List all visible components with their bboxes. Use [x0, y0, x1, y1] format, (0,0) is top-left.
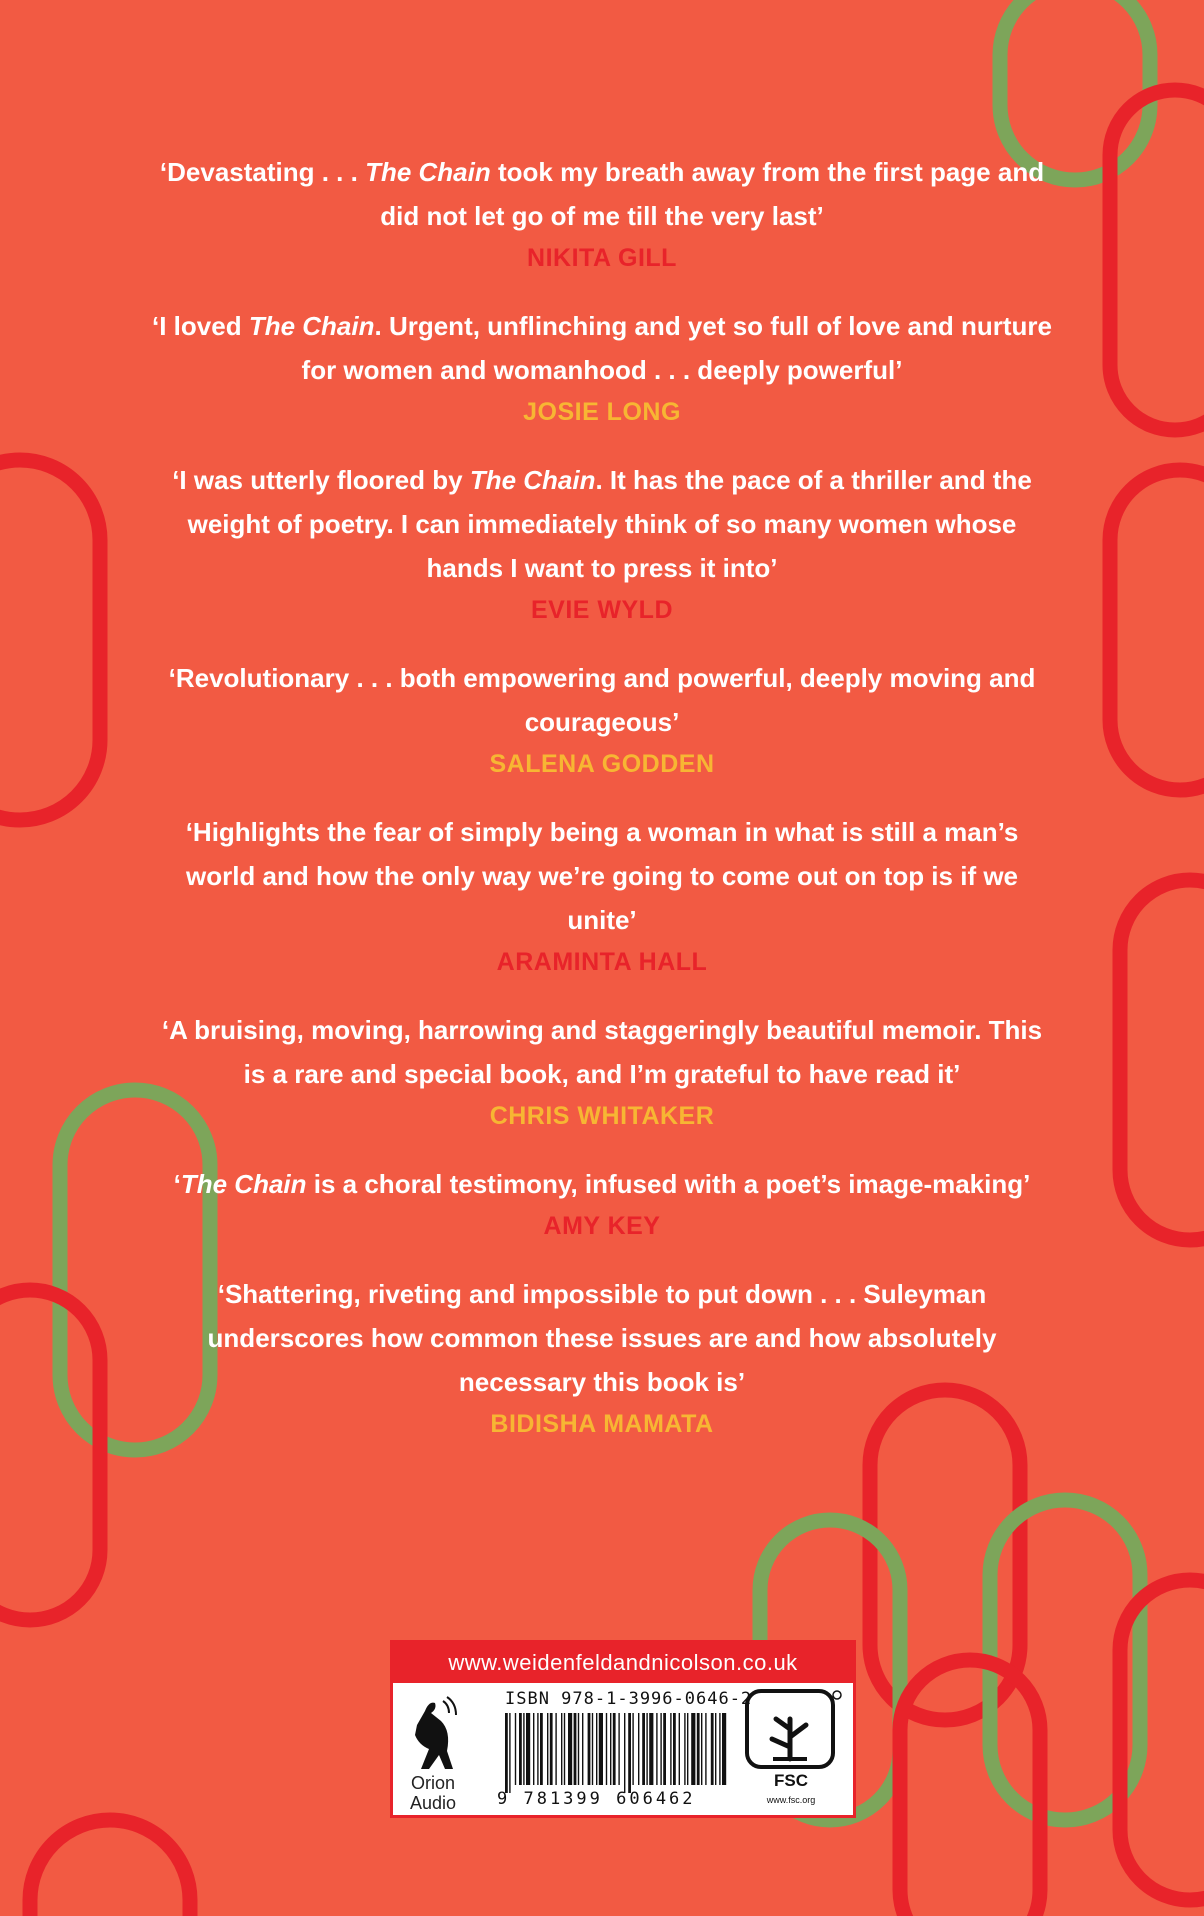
barcode-bar	[656, 1713, 657, 1785]
barcode-bar	[624, 1713, 625, 1793]
barcode-bar	[578, 1713, 579, 1785]
barcode-bar	[523, 1713, 524, 1785]
quote-text	[150, 150, 1054, 238]
quote-attribution: EVIE WYLD	[530, 596, 673, 624]
quote-text	[150, 656, 1054, 744]
quote-attribution: ARAMINTA HALL	[496, 948, 708, 976]
quote-text-part: is a choral testimony, infused with a poet’s image-making’	[306, 1169, 1031, 1199]
quote-text	[150, 1008, 1054, 1096]
review-quote	[150, 656, 1054, 784]
barcode-bar	[711, 1713, 714, 1785]
barcode-bar	[533, 1713, 534, 1785]
review-quote	[150, 1272, 1054, 1444]
barcode-bar	[526, 1713, 530, 1785]
quote-attribution: CHRIS WHITAKER	[489, 1102, 715, 1130]
quote-text-part: ‘I was utterly floored by	[172, 465, 470, 495]
quote-attribution: JOSIE LONG	[523, 398, 681, 426]
review-quote	[150, 810, 1054, 982]
publisher-url[interactable]: www.weidenfeldandnicolson.co.uk	[393, 1643, 853, 1683]
barcode-bar	[719, 1713, 720, 1785]
review-quote	[150, 1162, 1054, 1246]
quote-text-part: . It has the pace of a thriller and the weight of poetry. I can immediately think of so many women whose hands I want to press it into’	[187, 465, 1032, 583]
barcode-bar	[561, 1713, 562, 1785]
barcode-bar	[670, 1713, 671, 1785]
isbn-text: ISBN 978-1-3996-0646-2	[505, 1689, 753, 1709]
quote-book-title: The Chain	[180, 1169, 307, 1199]
quote-text	[150, 1162, 1054, 1206]
barcode-bar	[505, 1713, 508, 1793]
quote-text	[150, 304, 1054, 392]
barcode-bar	[638, 1713, 639, 1785]
quote-attribution: BIDISHA MAMATA	[490, 1410, 714, 1438]
barcode-bar	[509, 1713, 510, 1793]
quote-text	[150, 1272, 1054, 1404]
barcode-bar	[555, 1713, 556, 1785]
quote-text-part: ‘Highlights the fear of simply being a woman in what is still a man’s world and how the only way we’re going to come out on top is if we unite’	[185, 817, 1019, 935]
barcode-bar	[632, 1713, 633, 1785]
review-quote	[150, 458, 1054, 630]
barcode	[501, 1713, 731, 1793]
quote-text-part: ‘Devastating . . .	[159, 157, 366, 187]
barcode-bar	[564, 1713, 565, 1785]
barcode-bar	[574, 1713, 577, 1785]
quote-book-title: The Chain	[469, 465, 596, 495]
barcode-bar	[646, 1713, 647, 1785]
review-quotes	[150, 150, 1054, 1470]
orion-audio-logo-icon	[403, 1693, 463, 1773]
barcode-bar	[519, 1713, 522, 1785]
quote-text-part: ‘Shattering, riveting and impossible to put down . . . Suleyman underscores how common these issues are and how absolutely necessary this book is’	[207, 1279, 997, 1397]
barcode-bar	[687, 1713, 688, 1785]
review-quote	[150, 150, 1054, 278]
barcode-bar	[588, 1713, 591, 1785]
barcode-bar	[515, 1713, 516, 1785]
quote-attribution: AMY KEY	[543, 1212, 661, 1240]
barcode-bar	[592, 1713, 593, 1785]
quote-text-part: . Urgent, unflinching and yet so full of love and nurture for women and womanhood . . . deeply powerful’	[301, 311, 1052, 385]
quote-book-title: The Chain	[248, 311, 375, 341]
barcode-bar	[568, 1713, 572, 1785]
barcode-bar	[684, 1713, 685, 1785]
barcode-bar	[582, 1713, 583, 1785]
quote-attribution: SALENA GODDEN	[489, 750, 715, 778]
quote-text-part: ‘I loved	[152, 311, 249, 341]
barcode-bar	[540, 1713, 543, 1785]
quote-text	[150, 810, 1054, 942]
barcode-bar	[613, 1713, 616, 1785]
barcode-bar	[701, 1713, 702, 1785]
barcode-bar	[547, 1713, 548, 1785]
barcode-bar	[606, 1713, 607, 1785]
review-quote	[150, 304, 1054, 432]
quote-text-part: ‘A bruising, moving, harrowing and staggeringly beautiful memoir. This is a rare and special book, and I’m grateful to have read it’	[161, 1015, 1043, 1089]
barcode-bar	[610, 1713, 611, 1785]
barcode-bar	[722, 1713, 726, 1785]
barcode-digits: 9 781399 606462	[497, 1789, 696, 1809]
barcode-bar	[705, 1713, 706, 1785]
fsc-label: FSC	[774, 1771, 808, 1790]
barcode-bar	[537, 1713, 538, 1785]
barcode-bar	[660, 1713, 661, 1785]
barcode-bar	[550, 1713, 553, 1785]
barcode-label	[390, 1640, 856, 1818]
barcode-bar	[663, 1713, 666, 1785]
quote-text-part: took my breath away from the first page and did not let go of me till the very last’	[380, 157, 1045, 231]
quote-text-part: ‘	[173, 1169, 181, 1199]
barcode-bar	[691, 1713, 695, 1785]
barcode-bar	[715, 1713, 716, 1785]
fsc-url: www.fsc.org	[766, 1795, 816, 1805]
barcode-bar	[679, 1713, 680, 1785]
barcode-bar	[697, 1713, 700, 1785]
quote-book-title: The Chain	[365, 157, 491, 187]
barcode-bar	[628, 1713, 631, 1793]
barcode-bar	[649, 1713, 653, 1785]
barcode-bar	[618, 1713, 619, 1785]
quote-text	[150, 458, 1054, 590]
barcode-bar	[642, 1713, 645, 1785]
barcode-bar	[596, 1713, 597, 1785]
barcode-bar	[599, 1713, 603, 1785]
barcode-bar	[673, 1713, 676, 1785]
orion-audio-wordmark: Orion Audio	[409, 1773, 457, 1813]
quote-text-part: ‘Revolutionary . . . both empowering and powerful, deeply moving and courageous’	[168, 663, 1036, 737]
review-quote	[150, 1008, 1054, 1136]
quote-attribution: NIKITA GILL	[527, 244, 677, 272]
